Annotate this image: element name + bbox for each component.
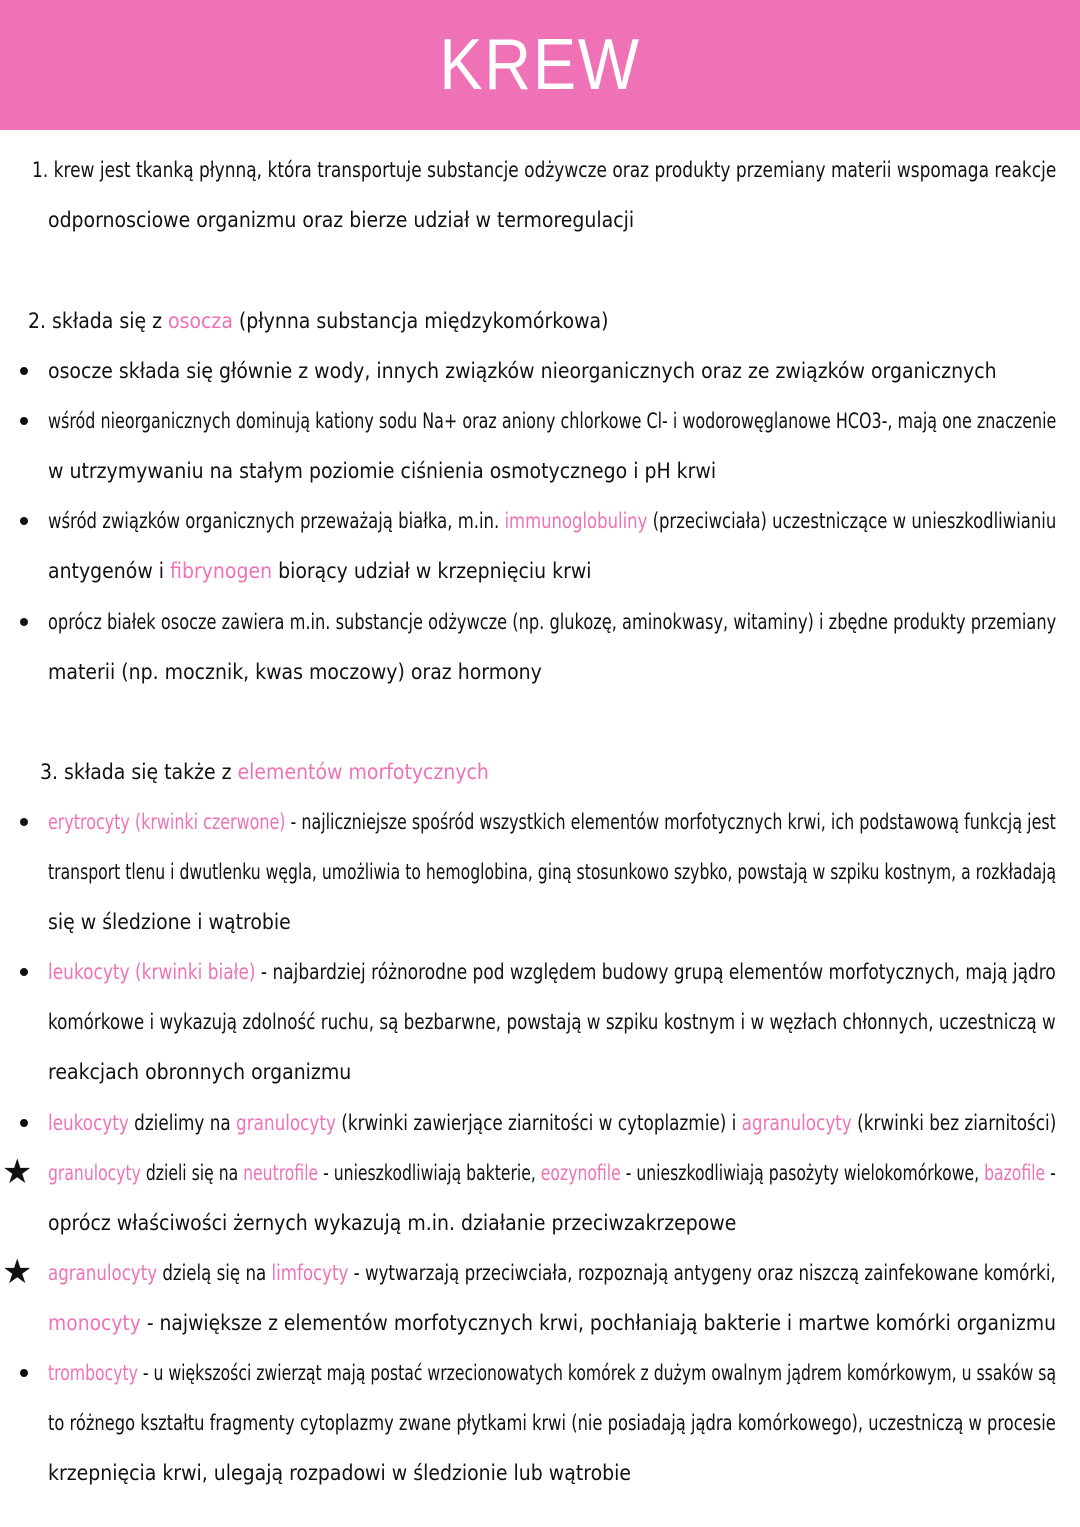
agranulocyty-line-1 <box>48 1258 1056 1288</box>
trombocyty-line-1 <box>48 1358 1056 1388</box>
text-segment: dzielimy na <box>128 1111 237 1135</box>
agranulocyty-line-2 <box>48 1308 1056 1338</box>
text-segment: (krwinki zawierjące ziarnitości w cytoplazmie) i <box>335 1111 742 1135</box>
text-segment: antygenów i <box>48 559 171 583</box>
term-osocze: osocza <box>168 309 233 333</box>
text-segment: - największe z elementów morfotycznych krwi, pochłaniają bakterie i martwe komórki organizmu <box>140 1311 1056 1335</box>
leukocyty-division-line <box>48 1108 1056 1138</box>
erytrocyty-line-3: się w śledzione i wątrobie <box>48 910 291 934</box>
star-icon: ★ <box>2 1252 33 1292</box>
leukocyty-line-3: reakcjach obronnych organizmu <box>48 1060 352 1084</box>
term-leukocyty: leukocyty (krwinki białe) <box>48 960 256 984</box>
section-2-heading <box>28 306 608 336</box>
section-1-line-2: odpornosciowe organizmu oraz bierze udział w termoregulacji <box>48 208 635 232</box>
term-limfocyty: limfocyty <box>271 1261 349 1285</box>
text-segment: biorący udział w krzepnięciu krwi <box>272 559 592 583</box>
leukocyty-line-1 <box>48 957 1056 987</box>
trombocyty-line-2: to różnego kształtu fragmenty cytoplazmy zwane płytkami krwi (nie posiadają jądra komórkowego), uczestniczą w procesie <box>48 1411 1056 1435</box>
text-segment: (krwinki bez ziarnitości) <box>851 1111 1057 1135</box>
term-immunoglobuliny: immunoglobuliny <box>504 509 648 533</box>
term-agranulocyty: agranulocyty <box>741 1111 852 1135</box>
leukocyty-line-2: komórkowe i wykazują zdolność ruchu, są bezbarwne, powstają w szpiku kostnym i w węzłach chłonnych, uczestniczą w <box>48 1010 1056 1034</box>
term-erytrocyty: erytrocyty (krwinki czerwone) <box>48 810 286 834</box>
bullet-dot <box>20 1369 28 1377</box>
erytrocyty-line-1 <box>48 807 1056 837</box>
granulocyty-line-2: oprócz właściwości żernych wykazują m.in. działanie przeciwzakrzepowe <box>48 1211 737 1235</box>
star-icon: ★ <box>2 1152 33 1192</box>
term-monocyty: monocyty <box>48 1311 141 1335</box>
text-segment: - najbardziej różnorodne pod względem budowy grupą elementów morfotycznych, mają jądro <box>255 960 1056 984</box>
text-segment: dzielą się na <box>157 1261 272 1285</box>
term-granulocyty: granulocyty <box>236 1111 336 1135</box>
term-neutrofile: neutrofile <box>243 1161 319 1185</box>
bullet-dot <box>20 818 28 826</box>
heading-text: (płynna substancja międzykomórkowa) <box>232 309 609 333</box>
bullet-dot <box>20 1119 28 1127</box>
bullet-dot <box>20 618 28 626</box>
bullet-dot <box>20 517 28 525</box>
osocze-bullet-4-line-1: oprócz białek osocze zawiera m.in. substancje odżywcze (np. glukozę, aminokwasy, witaminy) i zbędne produkty przemiany <box>48 610 1057 634</box>
header-banner <box>0 0 1080 130</box>
heading-text: 3. składa się także z <box>40 760 238 784</box>
notes-content <box>0 130 1080 1527</box>
bullet-dot <box>20 417 28 425</box>
osocze-bullet-4-line-2: materii (np. mocznik, kwas moczowy) oraz hormony <box>48 660 542 684</box>
heading-text: 2. składa się z <box>28 309 169 333</box>
term-granulocyty: granulocyty <box>48 1161 141 1185</box>
text-segment: - unieszkodliwiają bakterie, <box>318 1161 541 1185</box>
text-segment: (przeciwciała) uczestniczące w unieszkodliwianiu <box>647 509 1057 533</box>
osocze-bullet-2-line-1: wśród nieorganicznych dominują kationy sodu Na+ oraz aniony chlorkowe Cl- i wodorowęglanowe HCO3-, mają one znaczenie <box>48 409 1057 433</box>
page-title: KREW <box>439 25 641 105</box>
trombocyty-line-3: krzepnięcia krwi, ulegają rozpadowi w śledzionie lub wątrobie <box>48 1461 632 1485</box>
granulocyty-line-1 <box>48 1158 1056 1188</box>
bullet-dot <box>20 367 28 375</box>
term-leukocyty: leukocyty <box>48 1111 129 1135</box>
text-segment: - wytwarzają przeciwciała, rozpoznają antygeny oraz niszczą zainfekowane komórki, <box>348 1261 1056 1285</box>
text-segment: - <box>1045 1161 1056 1185</box>
term-agranulocyty: agranulocyty <box>48 1261 158 1285</box>
text-segment: - unieszkodliwiają pasożyty wielokomórkowe, <box>620 1161 985 1185</box>
text-segment: wśród związków organicznych przeważają białka, m.in. <box>48 509 505 533</box>
section-3-heading <box>40 757 489 787</box>
text-segment: - najliczniejsze spośród wszystkich elementów morfotycznych krwi, ich podstawową funkcją jest <box>285 810 1056 834</box>
osocze-bullet-1: osocze składa się głównie z wody, innych związków nieorganicznych oraz ze związków organicznych <box>48 359 997 383</box>
bullet-dot <box>20 968 28 976</box>
section-1-line-1: 1. krew jest tkanką płynną, która transportuje substancje odżywcze oraz produkty przemiany materii wspomaga reakcje <box>32 158 1057 182</box>
term-eozynofile: eozynofile <box>540 1161 621 1185</box>
term-fibrynogen: fibrynogen <box>170 559 273 583</box>
term-trombocyty: trombocyty <box>48 1361 138 1385</box>
osocze-bullet-3-line-2 <box>48 556 592 586</box>
osocze-bullet-3-line-1 <box>48 506 1056 536</box>
text-segment: - u większości zwierząt mają postać wrzecionowatych komórek z dużym owalnym jądrem komórkowym, u ssaków są <box>137 1361 1057 1385</box>
text-segment: dzieli się na <box>140 1161 244 1185</box>
osocze-bullet-2-line-2: w utrzymywaniu na stałym poziomie ciśnienia osmotycznego i pH krwi <box>48 459 717 483</box>
term-elementy-morfotyczne: elementów morfotycznych <box>237 760 489 784</box>
erytrocyty-line-2: transport tlenu i dwutlenku węgla, umożliwia to hemoglobina, giną stosunkowo szybko, powstają w szpiku kostnym, a rozkładają <box>48 860 1057 884</box>
term-bazofile: bazofile <box>984 1161 1046 1185</box>
